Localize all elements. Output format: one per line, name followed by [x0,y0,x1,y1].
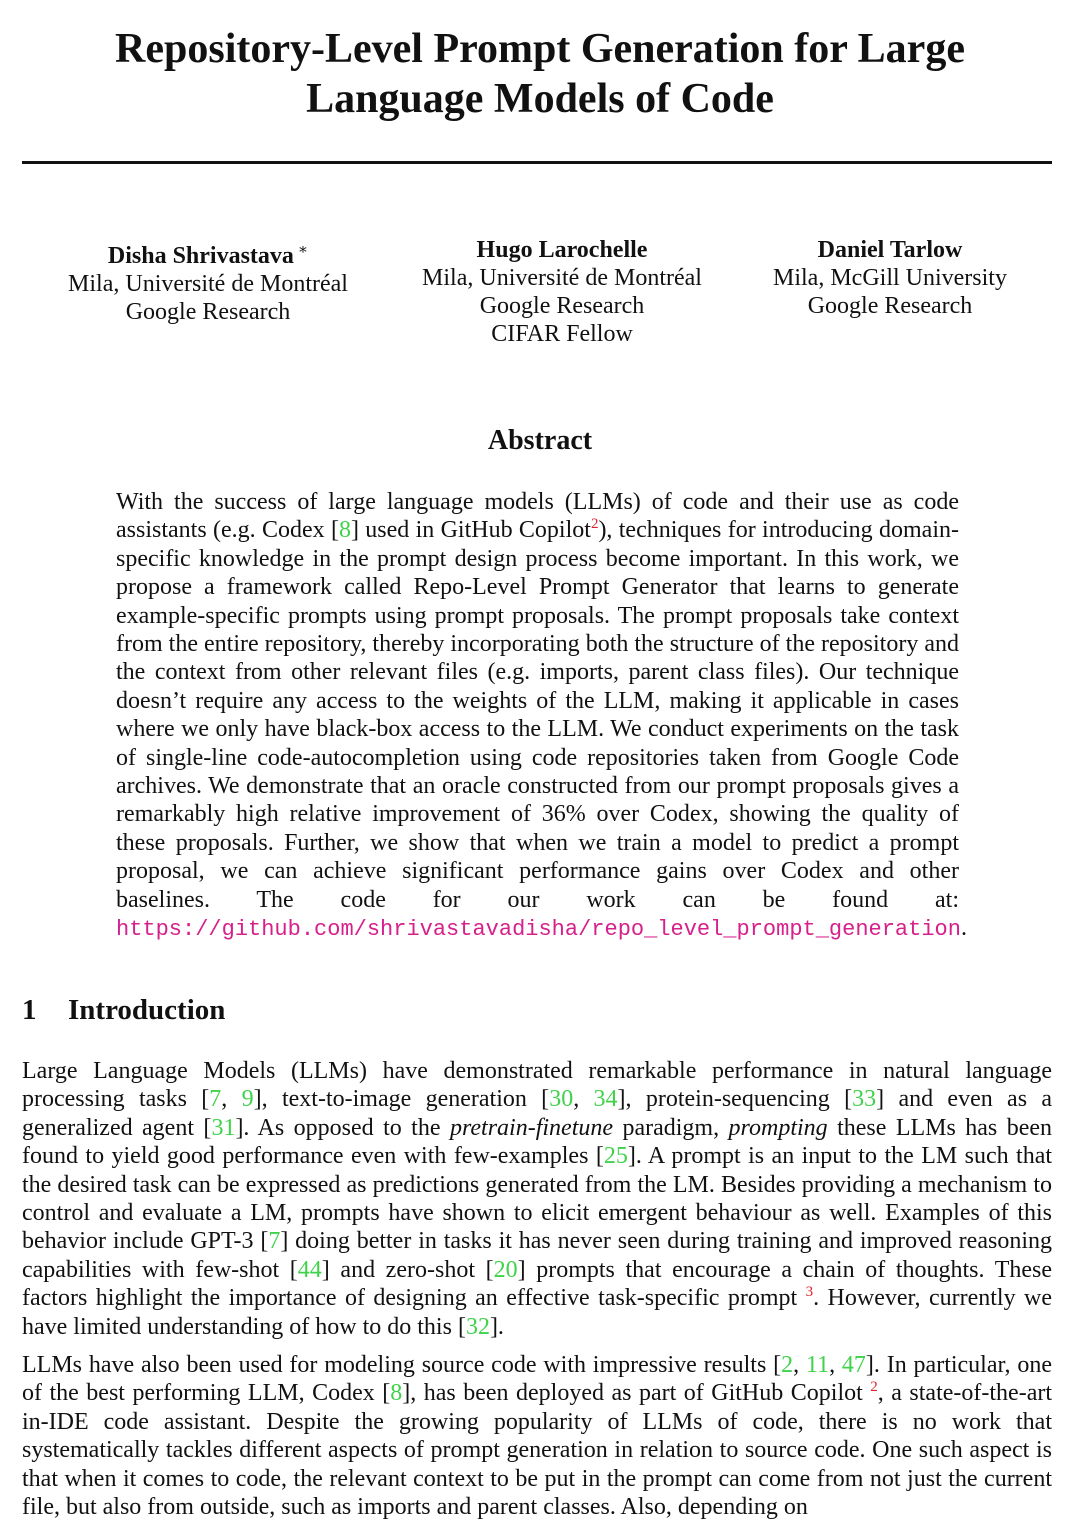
author-2 [392,236,732,348]
paper-title [0,24,1080,124]
author-footnote-mark: ∗ [297,242,309,258]
footnote-link[interactable]: 2 [870,1379,878,1396]
author-name: Daniel Tarlow [817,237,963,263]
code-url-link[interactable]: https://github.com/shrivastavadisha/repo_level_prompt_generation [116,917,961,943]
title-rule [22,161,1052,164]
citation-link[interactable]: 47 [841,1352,866,1379]
citation-link[interactable]: 8 [338,517,351,544]
author-affiliation: Google Research [807,293,973,319]
abstract-body [116,488,967,945]
abstract-heading: Abstract [487,425,593,456]
citation-link[interactable]: 8 [390,1380,403,1407]
intro-paragraph-1: Large Language Models (LLMs) have demonstrated remarkable performance in natural language processing tasks [7, 9], text-to-image generation [30, 34], protein-sequencing [33] and even as a generalized agent [31]. As opposed to the pretrain-finetune paradigm, prompting these LLMs has been found to yield good performance even with few-examples [25]. A prompt is an input to the LM such that the desired task can be expressed as predictions generated from the LM. Besides providing a mechanism to control and evaluate a LM, prompts have shown to elicit emergent behaviour as well. Examples of this behavior include GPT-3 [7] doing better in tasks it has never seen during training and improved reasoning capabilities with few-shot [44] and zero-shot [20] prompts that encourage a chain of thoughts. These factors highlight the importance of designing an effective task-specific prompt $^3$. However, currently we have limited understanding of how to do this [32]. [22,1058,1053,1340]
citation-link[interactable]: 2 [781,1352,794,1379]
abstract-paragraph: With the success of large language models (LLMs) of code and their use as code assistants (e.g. Codex [8] used in GitHub Copilot$^2$), techniques for introducing domain-specific knowledge in the prompt design process become important. In this work, we propose a framework called Repo-Level Prompt Generator that learns to generate example-specific prompts using prompt proposals. The prompt proposals take context from the entire repository, thereby incorporating both the structure of the repository and the context from other relevant files (e.g. imports, parent class files). Our technique doesn’t require any access to the weights of the LLM, making it applicable in cases where we only have black-box access to the LLM. We conduct experiments on the task of single-line code-autocompletion using code repositories taken from Google Code archives. We demonstrate that an oracle constructed from our prompt proposals gives a remarkably high relative improvement of 36% over Codex, showing the quality of these proposals. Further, we show that when we train a model to predict a prompt proposal, we can achieve significant performance gains over Codex and other baselines. The code for our work can be found at: https://github.com/shrivastavadisha/repo_level_prompt_generation. [116,489,967,943]
citation-link[interactable]: 33 [852,1086,877,1113]
citation-link[interactable]: 20 [493,1256,518,1283]
author-affiliation: Mila, Université de Montréal [422,265,702,291]
author-1 [38,236,378,326]
section-number: 1 [22,994,37,1026]
author-affiliation: Google Research [479,293,645,319]
author-name: Hugo Larochelle [476,237,648,263]
introduction-body [22,1057,1052,1522]
footnote-link[interactable]: 2 [590,516,599,533]
author-name: Disha Shrivastava [107,243,294,269]
section-heading [22,993,225,1027]
title-line-1: Repository-Level Prompt Generation for Large [115,26,965,72]
citation-link[interactable]: 11 [805,1352,830,1379]
citation-link[interactable]: 25 [603,1143,628,1170]
citation-link[interactable]: 7 [209,1086,222,1113]
citation-link[interactable]: 32 [465,1313,490,1340]
citation-link[interactable]: 30 [549,1086,574,1113]
intro-paragraph-2: LLMs have also been used for modeling source code with impressive results [2, 11, 47]. In particular, one of the best performing LLM, Codex [8], has been deployed as part of GitHub Copilot $^2$, a state-of-the-art in-IDE code assistant. Despite the growing popularity of LLMs of code, there is no work that systematically tackles different aspects of prompt generation in relation to source code. One such aspect is that when it comes to code, the relevant context to be put in the prompt can come from not just the current file, but also from outside, such as imports and parent classes. Also, depending on [22,1352,1053,1521]
citation-link[interactable]: 31 [211,1114,236,1141]
citation-link[interactable]: 34 [593,1086,618,1113]
author-affiliation: Mila, McGill University [773,265,1007,291]
author-3 [740,236,1040,320]
author-affiliation: CIFAR Fellow [491,321,633,347]
author-affiliation: Mila, Université de Montréal [68,271,348,297]
section-title: Introduction [68,994,226,1026]
citation-link[interactable]: 7 [268,1228,281,1255]
title-line-2: Language Models of Code [306,76,774,122]
citation-link[interactable]: 9 [241,1086,254,1113]
footnote-link[interactable]: 3 [805,1284,814,1301]
author-affiliation: Google Research [125,299,291,325]
citation-link[interactable]: 44 [297,1256,322,1283]
